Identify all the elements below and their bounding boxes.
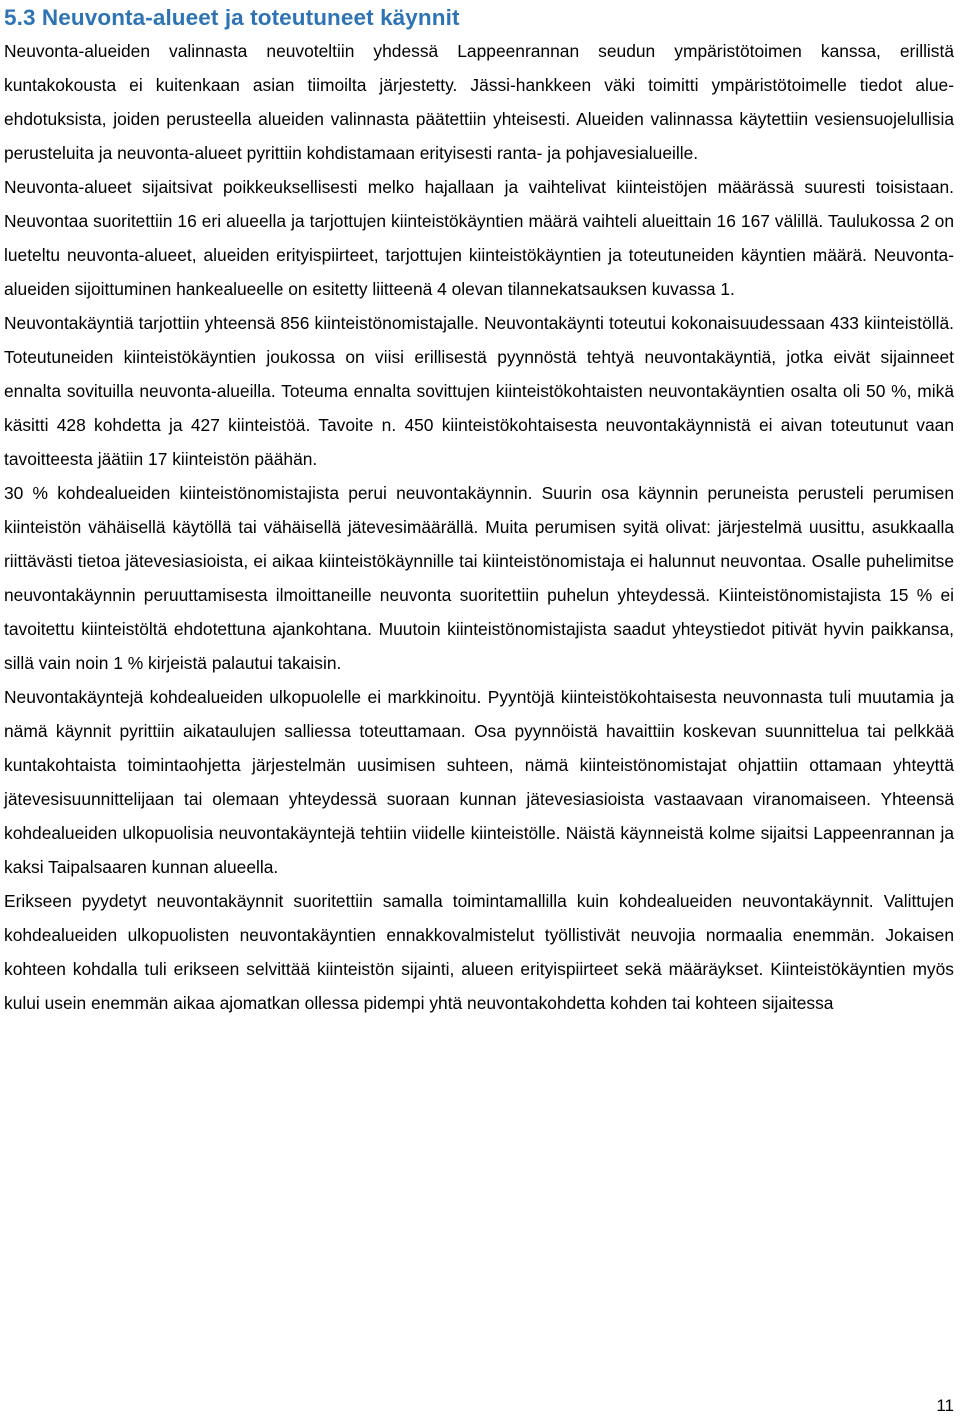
- paragraph-ulkopuoliset-kaynnit: Neuvontakäyntejä kohdealueiden ulkopuolelle ei markkinoitu. Pyyntöjä kiinteistökohtaisesta neuvonnasta tuli muutamia ja nämä käynnit pyrittiin aikataulujen salliessa toteuttamaan. Osa pyynnöistä havaittiin koskevan suunnittelua tai pelkkää kuntakohtaista toimintaohjetta järjestelmän uusimisen suhteen, nämä kiinteistönomistajat ohjattiin ottamaan yhteyttä jätevesisuunnittelijaan tai olemaan yhteydessä suoraan kunnan jätevesiasioista vastaavaan viranomaiseen. Yhteensä kohdealueiden ulkopuolisia neuvontakäyntejä tehtiin viidelle kiinteistölle. Näistä käynneistä kolme sijaitsi Lappeenrannan ja kaksi Taipalsaaren kunnan alueella.: [4, 687, 954, 877]
- paragraph-neuvonta-alueiden-valinta: Neuvonta-alueiden valinnasta neuvoteltiin yhdessä Lappeenrannan seudun ympäristötoimen kanssa, erillistä kuntakokousta ei kuitenkaan asian tiimoilta järjestetty. Jässi-hankkeen väki toimitti ympäristötoimelle tiedot alue-ehdotuksista, joiden perusteella alueiden valinnasta päätettiin yhteisesti. Alueiden valinnassa käytettiin vesiensuojelullisia perusteluita ja neuvonta-alueet pyrittiin kohdistamaan erityisesti ranta- ja pohjavesialueille.: [4, 41, 954, 163]
- paragraph-neuvonta-alueiden-sijainti: Neuvonta-alueet sijaitsivat poikkeuksellisesti melko hajallaan ja vaihtelivat kiinteistöjen määrässä suuresti toisistaan. Neuvontaa suoritettiin 16 eri alueella ja tarjottujen kiinteistökäyntien määrä vaihteli alueittain 16 167 välillä. Taulukossa 2 on lueteltu neuvonta-alueet, alueiden erityispiirteet, tarjottujen kiinteistökäyntien ja toteutuneiden käyntien määrä. Neuvonta-alueiden sijoittuminen hankealueelle on esitetty liitteenä 4 olevan tilannekatsauksen kuvassa 1.: [4, 177, 954, 299]
- page-number: 11: [936, 1396, 954, 1415]
- paragraph-perumiset: 30 % kohdealueiden kiinteistönomistajista perui neuvontakäynnin. Suurin osa käynnin peruneista perusteli perumisen kiinteistön vähäisellä käytöllä tai vähäisellä jätevesimäärällä. Muita perumisen syitä olivat: järjestelmä uusittu, asukkaalla riittävästi tietoa jätevesiasioista, ei aikaa kiinteistökäynnille tai kiinteistönomistaja ei halunnut neuvontaa. Osalle puhelimitse neuvontakäynnin peruuttamisesta ilmoittaneille neuvonta suoritettiin puhelun yhteydessä. Kiinteistönomistajista 15 % ei tavoitettu kiinteistöltä ehdotettuna ajankohtana. Muutoin kiinteistönomistajista saadut yhteystiedot pitivät hyvin paikkansa, sillä vain noin 1 % kirjeistä palautui takaisin.: [4, 483, 954, 673]
- paragraph-erikseen-pyydetyt: Erikseen pyydetyt neuvontakäynnit suoritettiin samalla toimintamallilla kuin kohdealueiden neuvontakäynnit. Valittujen kohdealueiden ulkopuolisten neuvontakäyntien ennakkovalmistelut työllistivät neuvojia normaalia enemmän. Jokaisen kohteen kohdalla tuli erikseen selvittää kiinteistön sijainti, alueen erityispiirteet sekä määräykset. Kiinteistökäyntien myös kului usein enemmän aikaa ajomatkan ollessa pidempi yhtä neuvontakohdetta kohden tai kohteen sijaitessa: [4, 891, 954, 1013]
- section-heading: 5.3 Neuvonta-alueet ja toteutuneet käynnit: [4, 5, 460, 30]
- paragraph-tarjotut-kaynnit: Neuvontakäyntiä tarjottiin yhteensä 856 kiinteistönomistajalle. Neuvontakäynti toteutui kokonaisuudessaan 433 kiinteistöllä. Toteutuneiden kiinteistökäyntien joukossa on viisi erillisestä pyynnöstä tehtyä neuvontakäyntiä, jotka eivät sijainneet ennalta sovituilla neuvonta-alueilla. Toteuma ennalta sovittujen kiinteistökohtaisten neuvontakäyntien osalta oli 50 %, mikä käsitti 428 kohdetta ja 427 kiinteistöä. Tavoite n. 450 kiinteistökohtaisesta neuvontakäynnistä ei aivan toteutunut vaan tavoitteesta jäätiin 17 kiinteistön päähän.: [4, 313, 954, 469]
